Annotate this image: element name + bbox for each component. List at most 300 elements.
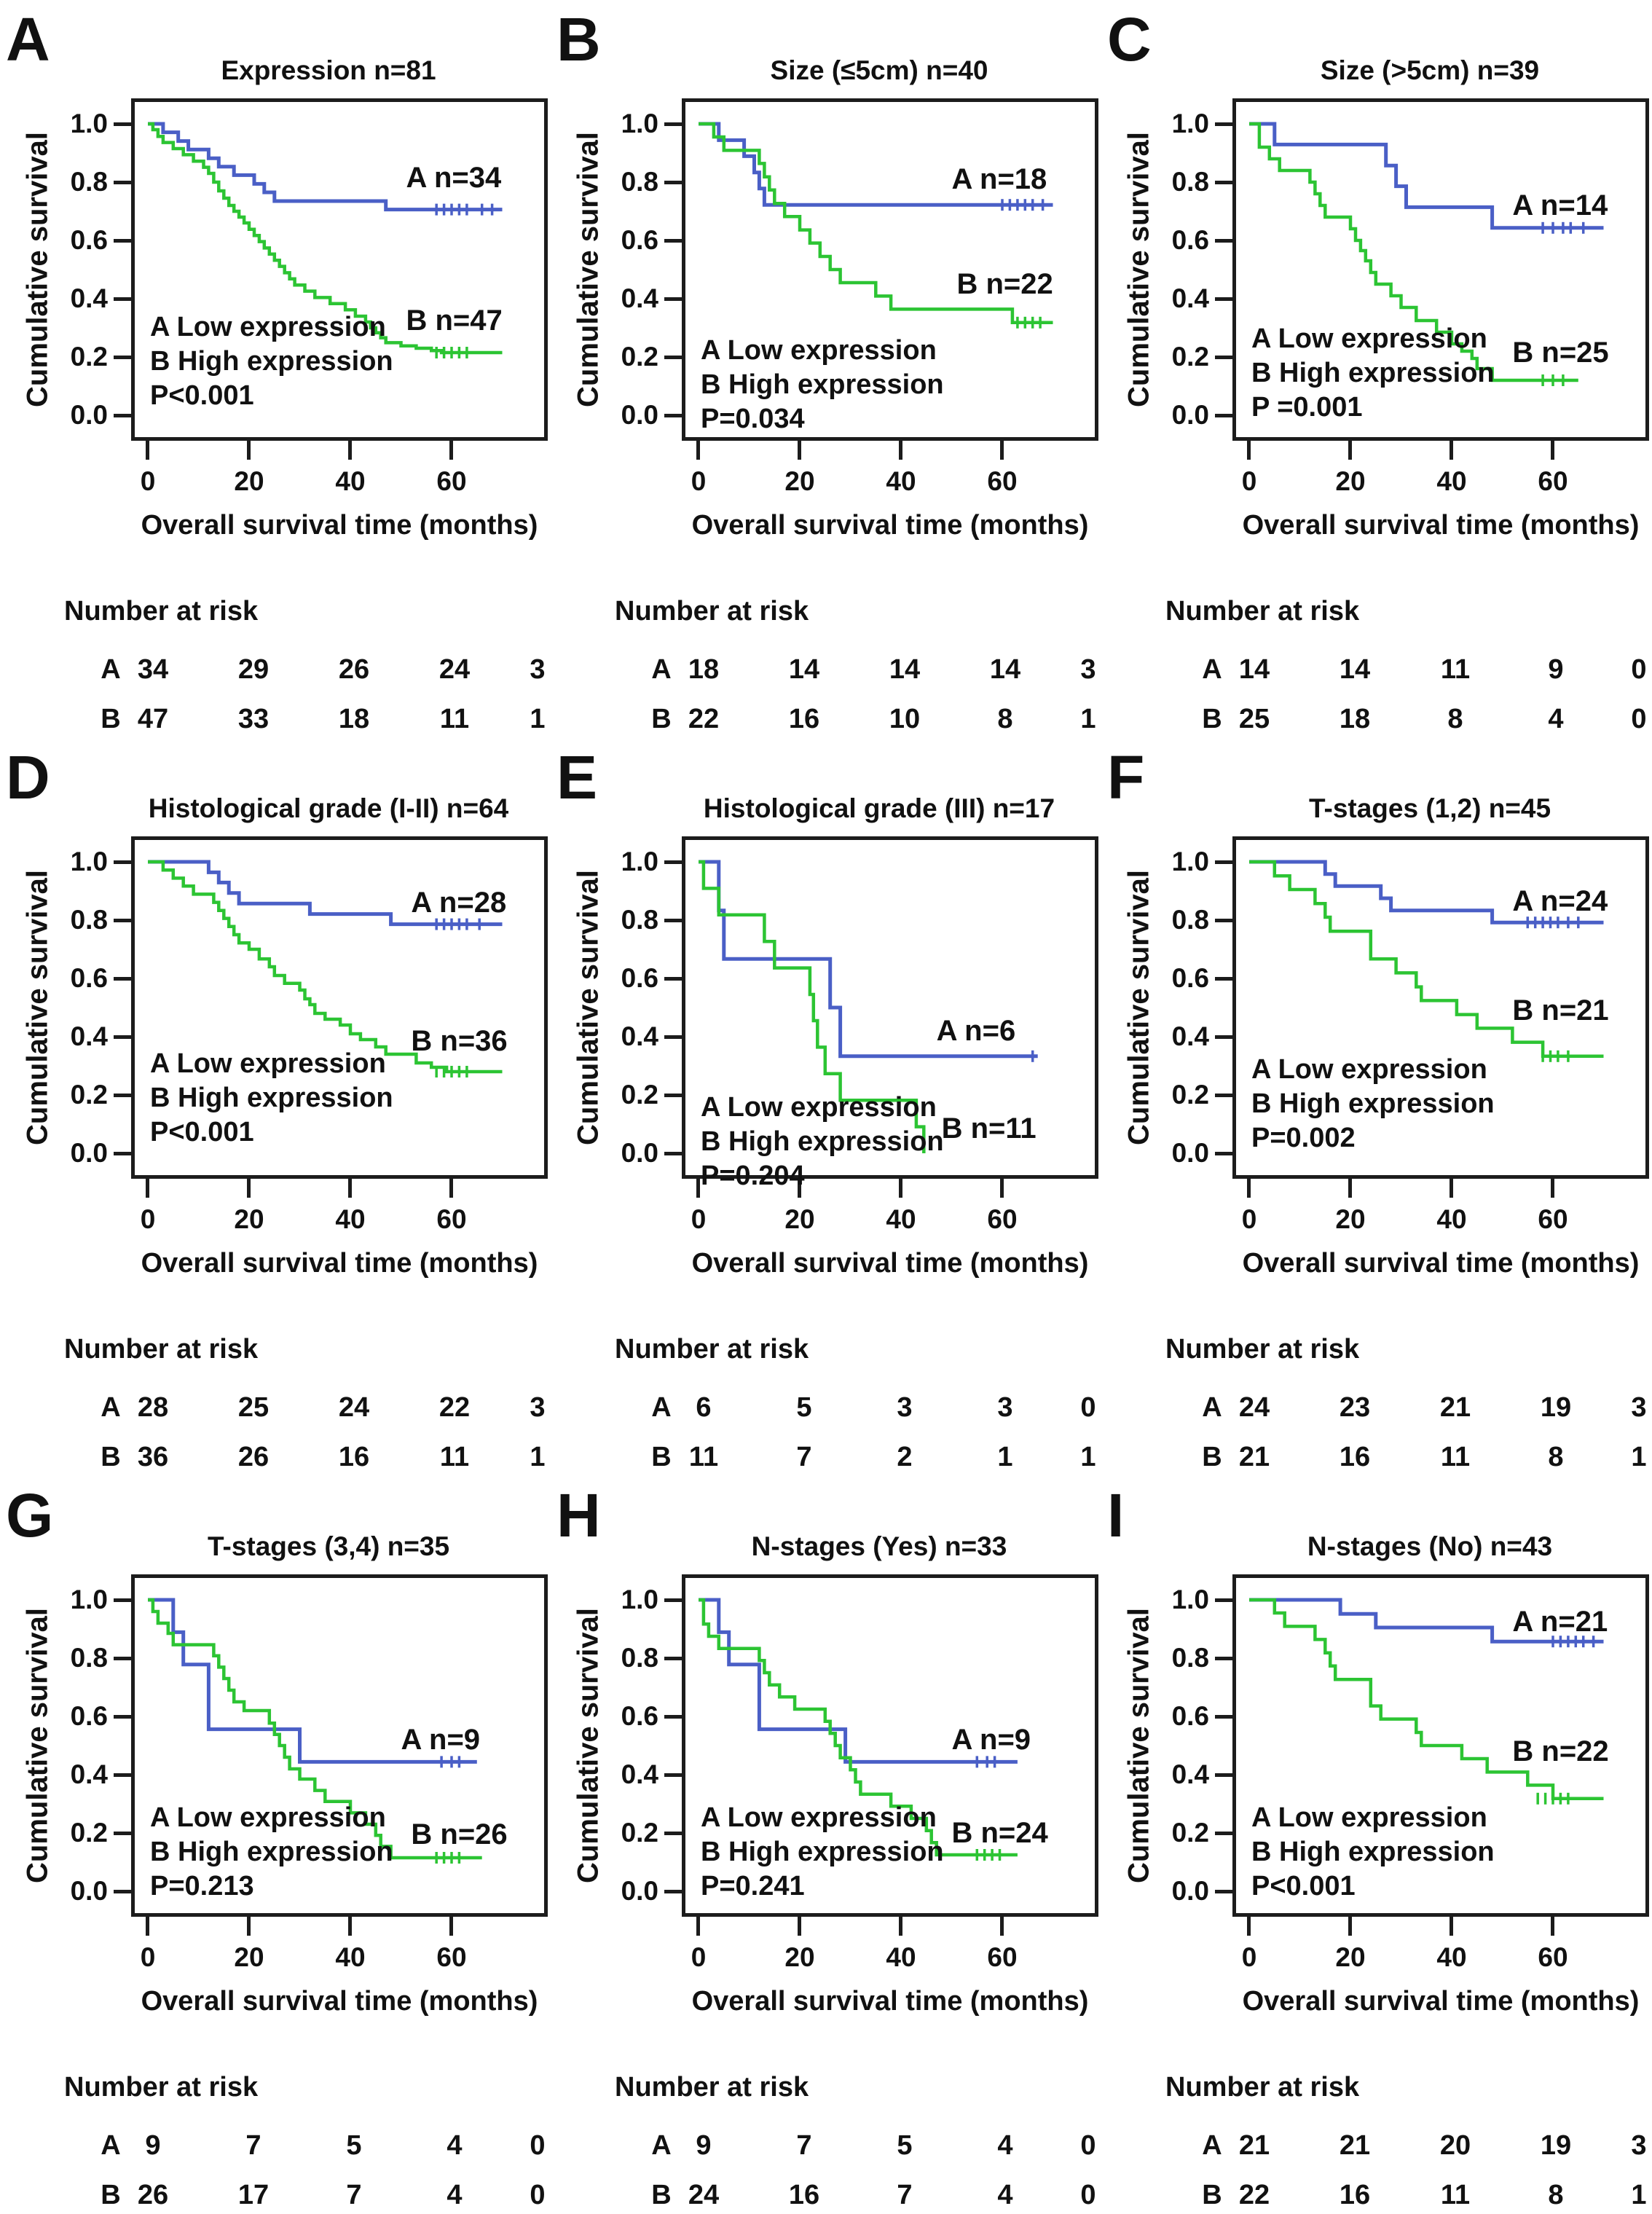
panel-title: T-stages (3,4) n=35 xyxy=(207,1531,450,1561)
series-label-a: A n=21 xyxy=(1512,1606,1608,1638)
risk-table-header: Number at risk xyxy=(615,1334,809,1365)
y-tick-label: 0.2 xyxy=(1171,342,1209,372)
x-tick-label: 20 xyxy=(234,466,264,496)
p-value: P=0.213 xyxy=(150,1871,254,1901)
risk-value: 7 xyxy=(346,2180,362,2210)
risk-value: 0 xyxy=(530,2130,546,2161)
y-tick-mark xyxy=(1215,1832,1232,1835)
panel-title: Histological grade (III) n=17 xyxy=(703,793,1055,823)
y-tick-mark xyxy=(664,122,682,126)
risk-value: 14 xyxy=(1238,654,1270,685)
risk-value: 14 xyxy=(1339,654,1371,685)
risk-value: 25 xyxy=(237,1392,270,1423)
survival-panel xyxy=(0,1476,551,2214)
risk-value: 0 xyxy=(1080,2130,1096,2161)
x-axis-label: Overall survival time (months) xyxy=(1242,510,1640,541)
x-tick-label: 40 xyxy=(1436,466,1467,496)
x-tick-mark xyxy=(899,441,902,460)
risk-value: 3 xyxy=(997,1392,1013,1423)
y-tick-mark xyxy=(114,414,131,417)
y-tick-label: 0.6 xyxy=(621,1701,658,1731)
y-tick-label: 0.8 xyxy=(1171,167,1209,197)
y-tick-mark xyxy=(664,1152,682,1155)
series-label-a: A n=34 xyxy=(406,162,502,194)
y-tick-label: 0.2 xyxy=(621,1080,658,1110)
risk-table-header: Number at risk xyxy=(1165,2072,1360,2103)
y-tick-mark xyxy=(114,977,131,981)
series-label-a: A n=9 xyxy=(951,1724,1031,1756)
legend-line-a: A Low expression xyxy=(701,1802,937,1833)
y-tick-label: 0.4 xyxy=(1171,283,1209,313)
y-tick-mark xyxy=(1215,1773,1232,1777)
y-tick-mark xyxy=(114,1152,131,1155)
x-tick-mark xyxy=(247,1179,251,1198)
risk-value: 8 xyxy=(1548,2180,1564,2210)
x-tick-mark xyxy=(696,1917,700,1936)
y-tick-label: 1.0 xyxy=(621,847,658,876)
risk-value: 11 xyxy=(1440,2180,1471,2210)
risk-value: 18 xyxy=(338,704,370,734)
x-tick-label: 0 xyxy=(691,1942,707,1972)
x-axis-label: Overall survival time (months) xyxy=(141,510,538,541)
risk-value: 11 xyxy=(439,1442,470,1472)
panel-title: Histological grade (I-II) n=64 xyxy=(148,793,509,823)
x-tick-label: 0 xyxy=(1241,466,1257,496)
x-tick-mark xyxy=(348,441,352,460)
risk-value: 7 xyxy=(796,2130,812,2161)
panel-letter: H xyxy=(556,1481,602,1550)
x-axis-label: Overall survival time (months) xyxy=(1242,1248,1640,1279)
y-tick-label: 0.8 xyxy=(70,905,108,935)
risk-value: 3 xyxy=(1080,654,1096,685)
y-tick-label: 1.0 xyxy=(621,1585,658,1614)
y-tick-label: 0.0 xyxy=(621,400,658,430)
risk-value: 1 xyxy=(997,1442,1013,1472)
survival-panel xyxy=(0,738,551,1476)
risk-value: 21 xyxy=(1238,2130,1270,2161)
risk-value: 9 xyxy=(696,2130,712,2161)
x-tick-mark xyxy=(1247,441,1251,460)
risk-value: 34 xyxy=(137,654,169,685)
p-value: P<0.001 xyxy=(150,1117,254,1147)
x-tick-mark xyxy=(146,441,149,460)
y-tick-label: 0.6 xyxy=(70,225,108,255)
x-tick-label: 60 xyxy=(1538,466,1568,496)
y-tick-mark xyxy=(114,1715,131,1719)
y-tick-label: 0.8 xyxy=(621,167,658,197)
risk-value: 19 xyxy=(1540,1392,1572,1423)
survival-panel xyxy=(1101,1476,1652,2214)
risk-value: 22 xyxy=(1238,2180,1270,2210)
risk-row-label: B xyxy=(651,1442,672,1472)
y-tick-mark xyxy=(664,297,682,301)
risk-value: 28 xyxy=(137,1392,169,1423)
y-tick-mark xyxy=(664,239,682,243)
y-tick-label: 0.0 xyxy=(621,1876,658,1906)
y-tick-mark xyxy=(1215,860,1232,864)
risk-value: 16 xyxy=(788,704,820,734)
x-tick-mark xyxy=(1551,441,1554,460)
y-tick-label: 0.0 xyxy=(621,1138,658,1168)
risk-value: 3 xyxy=(530,654,546,685)
x-tick-label: 20 xyxy=(784,1204,815,1234)
panel-title: N-stages (No) n=43 xyxy=(1307,1531,1553,1561)
survival-panel xyxy=(551,738,1101,1476)
p-value: P=0.002 xyxy=(1251,1123,1356,1153)
risk-value: 7 xyxy=(245,2130,261,2161)
x-tick-mark xyxy=(146,1179,149,1198)
risk-value: 18 xyxy=(1339,704,1371,734)
legend-line-b: B High expression xyxy=(701,369,944,400)
y-tick-label: 0.8 xyxy=(1171,905,1209,935)
legend-line-a: A Low expression xyxy=(1251,1802,1487,1833)
risk-value: 21 xyxy=(1339,2130,1371,2161)
p-value: P=0.204 xyxy=(701,1161,805,1191)
x-tick-mark xyxy=(798,441,801,460)
x-tick-mark xyxy=(449,1179,453,1198)
risk-value: 11 xyxy=(439,704,470,734)
x-axis-label: Overall survival time (months) xyxy=(1242,1986,1640,2017)
x-tick-label: 20 xyxy=(1335,1942,1366,1972)
legend-line-a: A Low expression xyxy=(150,1048,386,1079)
y-tick-label: 1.0 xyxy=(70,1585,108,1614)
series-label-a: A n=6 xyxy=(936,1015,1016,1047)
y-tick-mark xyxy=(1215,1152,1232,1155)
x-tick-label: 40 xyxy=(886,1204,916,1234)
x-tick-mark xyxy=(247,1917,251,1936)
risk-value: 29 xyxy=(237,654,270,685)
series-label-b: B n=36 xyxy=(411,1025,508,1057)
y-axis-title: Cumulative survival xyxy=(572,132,605,407)
y-tick-label: 0.4 xyxy=(70,283,108,313)
x-tick-mark xyxy=(449,1917,453,1936)
risk-row-label: A xyxy=(101,1392,121,1423)
y-axis-title: Cumulative survival xyxy=(1122,1608,1155,1883)
x-tick-mark xyxy=(696,1179,700,1198)
risk-value: 17 xyxy=(237,2180,270,2210)
x-tick-mark xyxy=(1348,1179,1352,1198)
x-tick-mark xyxy=(1348,1917,1352,1936)
risk-value: 14 xyxy=(889,654,921,685)
risk-value: 1 xyxy=(1631,2180,1647,2210)
risk-value: 16 xyxy=(788,2180,820,2210)
series-label-b: B n=26 xyxy=(411,1818,508,1850)
risk-value: 0 xyxy=(1631,704,1647,734)
x-tick-label: 20 xyxy=(234,1204,264,1234)
risk-value: 4 xyxy=(447,2130,463,2161)
series-label-b: B n=22 xyxy=(956,268,1053,300)
y-tick-label: 0.6 xyxy=(621,225,658,255)
risk-value: 5 xyxy=(897,2130,913,2161)
y-tick-mark xyxy=(114,1094,131,1097)
risk-value: 16 xyxy=(1339,1442,1371,1472)
y-tick-label: 0.0 xyxy=(1171,400,1209,430)
y-tick-mark xyxy=(1215,1657,1232,1660)
x-tick-label: 40 xyxy=(335,1942,366,1972)
y-tick-mark xyxy=(664,1832,682,1835)
risk-value: 2 xyxy=(897,1442,913,1472)
risk-value: 16 xyxy=(338,1442,370,1472)
risk-value: 21 xyxy=(1439,1392,1471,1423)
y-tick-mark xyxy=(114,181,131,184)
risk-value: 6 xyxy=(696,1392,712,1423)
y-tick-label: 0.2 xyxy=(1171,1818,1209,1848)
legend-line-a: A Low expression xyxy=(701,1092,937,1123)
y-tick-mark xyxy=(114,1035,131,1039)
risk-value: 25 xyxy=(1238,704,1270,734)
risk-row-label: A xyxy=(651,1392,672,1423)
x-tick-mark xyxy=(798,1917,801,1936)
risk-value: 0 xyxy=(1080,2180,1096,2210)
x-tick-label: 40 xyxy=(886,1942,916,1972)
risk-row-label: B xyxy=(1202,2180,1222,2210)
panel-title: T-stages (1,2) n=45 xyxy=(1308,793,1551,823)
y-tick-mark xyxy=(664,860,682,864)
y-tick-label: 0.8 xyxy=(1171,1643,1209,1673)
x-tick-mark xyxy=(146,1917,149,1936)
y-tick-label: 1.0 xyxy=(1171,1585,1209,1614)
risk-value: 3 xyxy=(1631,2130,1647,2161)
y-tick-label: 0.6 xyxy=(621,963,658,993)
x-tick-label: 0 xyxy=(1241,1942,1257,1972)
legend-line-b: B High expression xyxy=(150,1837,393,1867)
series-label-b: B n=11 xyxy=(941,1112,1037,1145)
y-tick-label: 0.4 xyxy=(621,1759,658,1789)
risk-value: 1 xyxy=(1080,1442,1096,1472)
x-tick-label: 0 xyxy=(140,466,156,496)
y-tick-label: 1.0 xyxy=(1171,847,1209,876)
x-tick-mark xyxy=(1247,1917,1251,1936)
y-tick-label: 0.2 xyxy=(70,342,108,372)
panel-letter: B xyxy=(556,5,602,74)
risk-table-header: Number at risk xyxy=(64,1334,259,1365)
risk-value: 0 xyxy=(530,2180,546,2210)
risk-row-label: B xyxy=(101,1442,121,1472)
p-value: P<0.001 xyxy=(150,380,254,411)
y-tick-mark xyxy=(1215,239,1232,243)
legend-line-a: A Low expression xyxy=(150,312,386,342)
y-tick-mark xyxy=(114,297,131,301)
risk-value: 11 xyxy=(1440,654,1471,685)
y-tick-mark xyxy=(664,919,682,922)
risk-value: 7 xyxy=(897,2180,913,2210)
risk-value: 8 xyxy=(1548,1442,1564,1472)
panel-letter: I xyxy=(1107,1481,1125,1550)
series-label-b: B n=21 xyxy=(1512,994,1609,1026)
risk-value: 1 xyxy=(1080,704,1096,734)
y-tick-label: 1.0 xyxy=(621,109,658,138)
x-tick-mark xyxy=(696,441,700,460)
panel-title: Size (>5cm) n=39 xyxy=(1320,55,1540,85)
y-tick-label: 0.0 xyxy=(1171,1138,1209,1168)
y-tick-label: 0.8 xyxy=(70,1643,108,1673)
survival-panel xyxy=(0,0,551,738)
risk-value: 4 xyxy=(997,2130,1013,2161)
y-axis-title: Cumulative survival xyxy=(21,1608,54,1883)
x-tick-label: 0 xyxy=(140,1942,156,1972)
risk-value: 4 xyxy=(1548,704,1564,734)
risk-value: 18 xyxy=(688,654,720,685)
panel-title: Size (≤5cm) n=40 xyxy=(770,55,988,85)
risk-row-label: B xyxy=(651,704,672,734)
y-tick-mark xyxy=(1215,297,1232,301)
x-tick-label: 60 xyxy=(987,466,1018,496)
y-tick-mark xyxy=(114,919,131,922)
x-axis-label: Overall survival time (months) xyxy=(691,1986,1089,2017)
risk-value: 33 xyxy=(237,704,270,734)
survival-panel xyxy=(1101,0,1652,738)
x-tick-mark xyxy=(1348,441,1352,460)
x-tick-mark xyxy=(1450,441,1453,460)
y-tick-mark xyxy=(664,1094,682,1097)
risk-row-label: B xyxy=(101,704,121,734)
risk-row-label: A xyxy=(1202,654,1222,685)
risk-value: 24 xyxy=(1238,1392,1270,1423)
survival-panel xyxy=(551,0,1101,738)
risk-row-label: B xyxy=(1202,1442,1222,1472)
risk-row-label: B xyxy=(651,2180,672,2210)
legend-line-a: A Low expression xyxy=(1251,1054,1487,1085)
risk-table-header: Number at risk xyxy=(615,2072,809,2103)
p-value: P=0.034 xyxy=(701,404,805,434)
risk-value: 5 xyxy=(346,2130,362,2161)
x-axis-label: Overall survival time (months) xyxy=(691,1248,1089,1279)
x-tick-mark xyxy=(1000,1917,1004,1936)
x-tick-label: 60 xyxy=(987,1204,1018,1234)
risk-value: 9 xyxy=(1548,654,1564,685)
y-tick-label: 0.6 xyxy=(1171,963,1209,993)
risk-table-header: Number at risk xyxy=(1165,1334,1360,1365)
risk-value: 21 xyxy=(1238,1442,1270,1472)
x-tick-mark xyxy=(1450,1917,1453,1936)
risk-value: 3 xyxy=(1631,1392,1647,1423)
series-label-a: A n=14 xyxy=(1512,189,1608,221)
y-tick-mark xyxy=(114,1832,131,1835)
y-tick-mark xyxy=(114,1773,131,1777)
legend-line-b: B High expression xyxy=(150,1083,393,1113)
y-tick-label: 1.0 xyxy=(70,847,108,876)
y-tick-mark xyxy=(114,1598,131,1602)
panel-letter: F xyxy=(1107,743,1146,812)
legend-line-b: B High expression xyxy=(150,346,393,377)
series-label-a: A n=28 xyxy=(411,887,507,919)
x-tick-mark xyxy=(1000,1179,1004,1198)
risk-value: 7 xyxy=(796,1442,812,1472)
risk-value: 24 xyxy=(688,2180,720,2210)
risk-row-label: A xyxy=(101,2130,121,2161)
risk-row-label: A xyxy=(651,654,672,685)
y-tick-mark xyxy=(664,1598,682,1602)
risk-value: 22 xyxy=(688,704,720,734)
x-tick-label: 60 xyxy=(436,1942,467,1972)
p-value: P =0.001 xyxy=(1251,392,1363,423)
y-tick-label: 0.4 xyxy=(70,1759,108,1789)
x-tick-label: 0 xyxy=(691,1204,707,1234)
y-tick-mark xyxy=(664,414,682,417)
x-tick-mark xyxy=(899,1917,902,1936)
p-value: P=0.241 xyxy=(701,1871,805,1901)
x-tick-label: 40 xyxy=(886,466,916,496)
x-tick-label: 0 xyxy=(140,1204,156,1234)
x-axis-label: Overall survival time (months) xyxy=(141,1986,538,2017)
y-tick-mark xyxy=(664,1773,682,1777)
p-value: P<0.001 xyxy=(1251,1871,1356,1901)
risk-value: 36 xyxy=(137,1442,169,1472)
y-tick-label: 0.2 xyxy=(1171,1080,1209,1110)
risk-value: 4 xyxy=(447,2180,463,2210)
series-label-b: B n=47 xyxy=(406,305,503,337)
x-tick-label: 60 xyxy=(436,466,467,496)
y-tick-label: 0.0 xyxy=(70,1876,108,1906)
x-tick-mark xyxy=(449,441,453,460)
x-tick-mark xyxy=(899,1179,902,1198)
x-tick-mark xyxy=(1551,1917,1554,1936)
y-tick-mark xyxy=(1215,919,1232,922)
risk-value: 4 xyxy=(997,2180,1013,2210)
panel-letter: A xyxy=(6,5,51,74)
panel-letter: G xyxy=(6,1481,55,1550)
risk-value: 26 xyxy=(237,1442,270,1472)
panel-title: Expression n=81 xyxy=(221,55,436,85)
risk-value: 9 xyxy=(145,2130,161,2161)
x-axis-label: Overall survival time (months) xyxy=(141,1248,538,1279)
legend-line-b: B High expression xyxy=(1251,358,1495,388)
series-label-a: A n=9 xyxy=(401,1724,481,1756)
x-tick-mark xyxy=(348,1179,352,1198)
risk-value: 26 xyxy=(137,2180,169,2210)
y-tick-label: 0.8 xyxy=(621,1643,658,1673)
y-tick-label: 0.4 xyxy=(1171,1759,1209,1789)
risk-row-label: B xyxy=(1202,704,1222,734)
x-tick-label: 60 xyxy=(1538,1942,1568,1972)
y-tick-mark xyxy=(664,977,682,981)
y-axis-title: Cumulative survival xyxy=(1122,870,1155,1145)
x-tick-mark xyxy=(1247,1179,1251,1198)
legend-line-b: B High expression xyxy=(1251,1837,1495,1867)
risk-value: 0 xyxy=(1080,1392,1096,1423)
x-tick-label: 60 xyxy=(987,1942,1018,1972)
risk-value: 11 xyxy=(1440,1442,1471,1472)
x-tick-label: 40 xyxy=(335,1204,366,1234)
legend-line-a: A Low expression xyxy=(701,335,937,366)
x-axis-label: Overall survival time (months) xyxy=(691,510,1089,541)
risk-value: 14 xyxy=(989,654,1021,685)
x-tick-label: 40 xyxy=(335,466,366,496)
y-tick-label: 0.6 xyxy=(1171,1701,1209,1731)
km-curves-svg xyxy=(1232,98,1649,441)
risk-row-label: A xyxy=(651,2130,672,2161)
y-tick-label: 0.8 xyxy=(621,905,658,935)
y-tick-label: 0.2 xyxy=(621,342,658,372)
y-tick-mark xyxy=(664,1715,682,1719)
panel-letter: E xyxy=(556,743,599,812)
risk-value: 10 xyxy=(889,704,921,734)
x-tick-label: 20 xyxy=(1335,1204,1366,1234)
y-tick-mark xyxy=(664,1890,682,1893)
y-tick-mark xyxy=(1215,977,1232,981)
series-label-b: B n=25 xyxy=(1512,337,1609,369)
y-tick-mark xyxy=(1215,122,1232,126)
risk-value: 14 xyxy=(788,654,820,685)
y-tick-label: 1.0 xyxy=(70,109,108,138)
risk-table-header: Number at risk xyxy=(64,596,259,627)
y-tick-label: 0.2 xyxy=(70,1080,108,1110)
risk-row-label: A xyxy=(1202,2130,1222,2161)
y-tick-label: 0.4 xyxy=(621,1021,658,1051)
risk-value: 3 xyxy=(897,1392,913,1423)
y-tick-mark xyxy=(1215,1890,1232,1893)
y-tick-label: 0.4 xyxy=(1171,1021,1209,1051)
